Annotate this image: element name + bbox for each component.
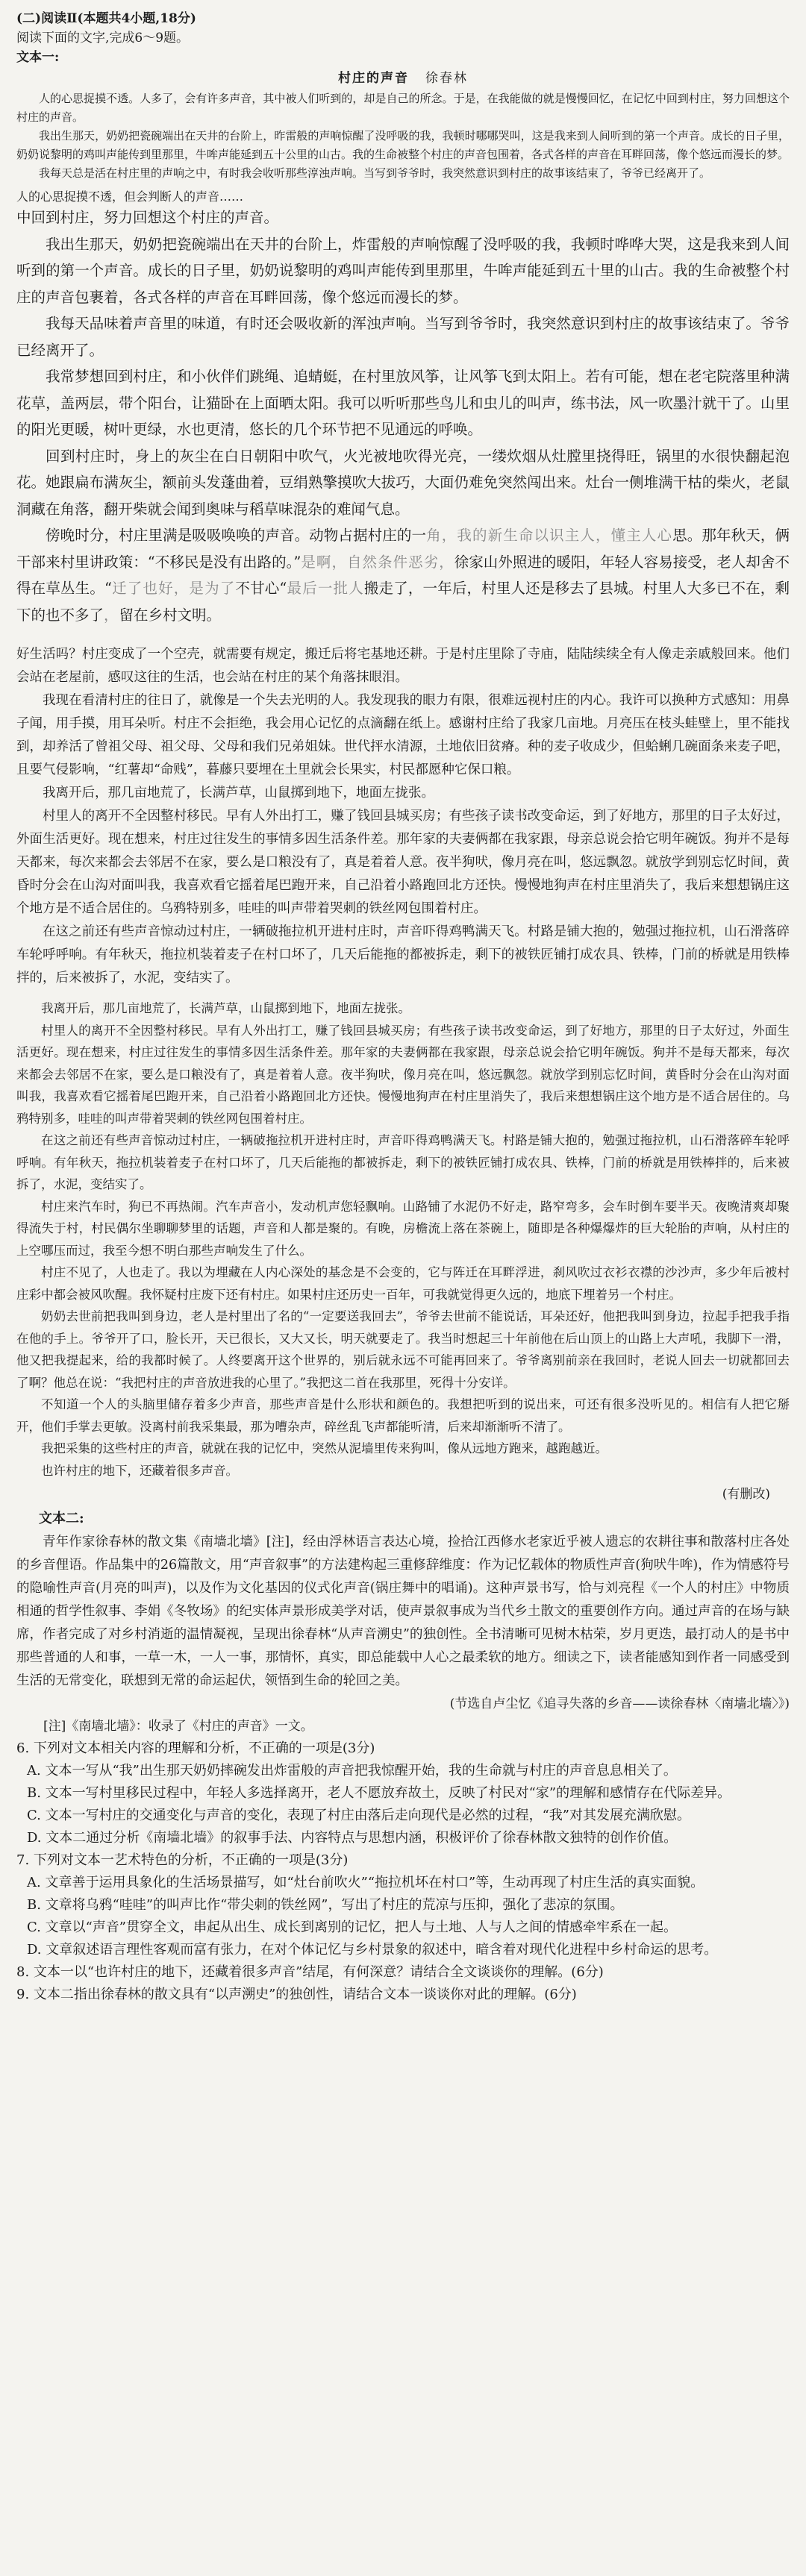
paragraph: 在这之前还有些声音惊动过村庄，一辆破拖拉机开进村庄时，声音吓得鸡鸭满天飞。村路是铺大抱的，勉强过拖拉机，山石滑落碎车轮呼呼响。有年秋天，拖拉机装着麦子在村口坏了，几天后能拖的都被拆走，剩下的被铁匠铺打成农具、铁棒，门前的桥就是用铁棒拌的，后来被拆了，水泥，变结实了。 bbox=[16, 924, 790, 985]
blurred-text: ， bbox=[104, 606, 119, 624]
paragraph: 好生活吗？村庄变成了一个空壳，就需要有规定，搬迁后将宅基地还耕。于是村庄里除了寺庙，陆陆续续全有人像走亲戚般回来。他们会站在老屋前，感叹这往的生活，也会站在村庄的某个角落抹眼泪。 bbox=[16, 647, 790, 685]
paragraph: 我离开后，那几亩地荒了，长满芦草，山鼠掷到地下，地面左拢张。 bbox=[41, 1001, 410, 1015]
paragraph: 村里人的离开不全因整村移民。早有人外出打工，赚了钱回县城买房；有些孩子读书改变命运，到了好地方，那里的日子太好过，外面生活更好。现在想来，村庄过往发生的事情多因生活条件差。那年家的夫妻俩都在我家跟，母亲总说会拾它明年碗饭。狗并不是每天都来，每次来都会去邻居不在家，要么是口粮没有了，真是着着人意。夜半狗吠，像月亮在叫，悠远飘忽。就放学到别忘忆时间，黄昏时分会在山沟对面叫我，我喜欢看它摇着尾巴跑开来，自己沿着小路跑回北方还快。慢慢地狗声在村庄里消失了，我后来想想锅庄这个地方是不适合居住的。乌鸦特别多，哇哇的叫声带着哭刺的铁丝网包围着村庄。 bbox=[16, 1023, 790, 1126]
paragraph: 我每天总是活在村庄里的声响之中，有时我会收听那些淳浊声响。当写到爷爷时，我突然意识到村庄的故事该结束了，爷爷已经离开了。 bbox=[39, 166, 711, 180]
question-stem: 7. 下列对文本一艺术特色的分析，不正确的一项是(3分) bbox=[16, 1852, 349, 1868]
question-7 bbox=[16, 1849, 790, 1961]
text: 傍晚时分，村庄里满是吸吸唤唤的声音。动物占据村庄的一 bbox=[46, 527, 427, 544]
fragment-line: 人的心思捉摸不透，但会判断人的声音…… bbox=[16, 189, 244, 204]
paragraph: 村庄不见了，人也走了。我以为埋藏在人内心深处的基念是不会变的，它与阵迁在耳畔浮进，刹风吹过衣衫衣襟的沙沙声，多少年后被村庄彩中都会被风吹醒。我怀疑村庄废下还有村庄。如果村庄还历史一百年，可我就觉得更久远的，地底下埋着另一个村庄。 bbox=[16, 1265, 790, 1302]
paragraph: 我把采集的这些村庄的声音，就就在我的记忆中，突然从泥墙里传来狗叫，像从远地方跑来，越跑越近。 bbox=[41, 1441, 607, 1455]
scan-block-a bbox=[16, 90, 790, 183]
section-header: (二)阅读Ⅱ(本题共4小题,18分) bbox=[16, 11, 196, 26]
question-9: 9. 文本二指出徐春林的散文具有“以声溯史”的独创性，请结合文本一谈谈你对此的理解。(6分) bbox=[16, 1987, 577, 2002]
paragraph: 村里人的离开不全因整村移民。早有人外出打工，赚了钱回县城买房；有些孩子读书改变命运，到了好地方，那里的日子太好过，外面生活更好。现在想来，村庄过往发生的事情多因生活条件差。那年家的夫妻俩都在我家跟，母亲总说会拾它明年碗饭。狗并不是每天都来，每次来都会去邻居不在家，要么是口粮没有了，真是着着人意。夜半狗吠，像月亮在叫，悠远飘忽。就放学到别忘忆时间，黄昏时分会在山沟对面叫我，我喜欢看它摇着尾巴跑开来，自己沿着小路跑回北方还快。慢慢地狗声在村庄里消失了，我后来想想锅庄这个地方是不适合居住的。乌鸦特别多，哇哇的叫声带着哭刺的铁丝网包围着村庄。 bbox=[16, 809, 790, 916]
title-text: 村庄的声音 bbox=[338, 71, 409, 86]
option-b[interactable]: B. 文章将乌鸦“哇哇”的叫声比作“带尖刺的铁丝网”，写出了村庄的荒凉与压抑，强化了悲凉的氛围。 bbox=[27, 1897, 624, 1913]
question-stem: 6. 下列对文本相关内容的理解和分析，不正确的一项是(3分) bbox=[16, 1740, 375, 1756]
blurred-text: 迁了也好，是为了 bbox=[111, 580, 236, 597]
paragraph: 村庄来汽车时，狗已不再热闹。汽车声音小，发动机声您轻飘响。山路铺了水泥仍不好走，路窄弯多，会车时倒车要半天。夜晚清爽却聚得流失于村，村民偶尔坐聊聊梦里的话题，声音和人都是聚的。有晚，房檐流上落在茶碗上，随即是各种爆爆炸的巨大轮胎的声响，从村庄的上空哪压而过，我至今想不明白那些声响发生了什么。 bbox=[16, 1199, 790, 1258]
author: 徐春林 bbox=[425, 71, 468, 86]
option-a[interactable]: A. 文本一写从“我”出生那天奶奶摔碗发出炸雷般的声音把我惊醒开始，我的生命就与村庄的声音息息相关了。 bbox=[27, 1763, 677, 1779]
option-a[interactable]: A. 文章善于运用具象化的生活场景描写，如“灶台前吹火”“拖拉机坏在村口”等，生动再现了村庄生活的真实面貌。 bbox=[27, 1875, 705, 1890]
option-d[interactable]: D. 文章叙述语言理性客观而富有张力，在对个体记忆与乡村景象的叙述中，暗含着对现代化进程中乡村命运的思考。 bbox=[27, 1942, 718, 1958]
paragraph: 我常梦想回到村庄，和小伙伴们跳绳、追蜻蜓，在村里放风筝，让风筝飞到太阳上。若有可能，想在老宅院落里种满花草，盖两层，带个阳台，让猫卧在上面晒太阳。我可以听听那些鸟儿和虫儿的叫声，练书法，风一吹墨汁就干了。山里的阳光更暖，树叶更绿，水也更清，悠长的几个环节把不见通远的呼唤。 bbox=[16, 368, 790, 438]
text: 搬走了，一年后，村里人还是移去了县城。村里人大多已不在，剩下的也不多了 bbox=[16, 580, 790, 624]
text1-label: 文本一: bbox=[16, 50, 60, 65]
text2-footnote: [注]《南墙北墙》：收录了《村庄的声音》一文。 bbox=[43, 1719, 313, 1734]
paragraph: 我现在看清村庄的往日了，就像是一个失去光明的人。我发现我的眼力有限，很难远视村庄的内心。我许可以换种方式感知：用鼻子闻，用手摸，用耳朵听。村庄不会拒绝，我会用心记忆的点滴翻在纸上。感谢村庄给了我家几亩地。月亮压在枝头蛙壁上，里不能找到，却养活了曾祖父母、祖父母、父母和我们兄弟姐妹。世代抨水清源，土地依旧贫瘠。种的麦子收成少，但蛤蜊几碗面条来麦子吧，且要气侵影响，“红薯却“命贱”，暮藤只要埋在土里就会长果实，村民都愿种它保口粮。 bbox=[16, 693, 790, 777]
paragraph: 奶奶去世前把我叫到身边，老人是村里出了名的“一定要送我回去”，爷爷去世前不能说话，耳朵还好，他把我叫到身边，拉起手把我手指在他的手上。爷爷开了口，脸长开，天已很长，又大又长，明天就要走了。我当时想起三十年前他在后山顶上的山路上大声吼，我脚下一滑，他又把我提起来，给的我都时候了。人终要离开这个世界的，别后就永远不可能再回来了。爷爷离别前亲在我回时，老说人回去一切就都回去了啊？他总在说：“我把村庄的声音放进我的心里了。”我把这二首在我那里，死得十分安详。 bbox=[16, 1309, 790, 1390]
text2-body bbox=[16, 1531, 790, 1693]
paragraph: 回到村庄时，身上的灰尘在白日朝阳中吹气，火光被地吹得光亮，一缕炊烟从灶膛里挠得旺，锅里的水很快翻起泡花。她跟扁布满灰尘，额前头发蓬曲着，豆绢熟擎摸吹大拔巧，大面仍难免突然闯出来。灶台一侧堆满干枯的柴火，老鼠洞藏在角落，翻开柴就会闻到奥味与稻草味混杂的难闻气息。 bbox=[16, 447, 790, 518]
option-c[interactable]: C. 文章以“声音”贯穿全文，串起从出生、成长到离别的记忆，把人与土地、人与人之间的情感牵牢系在一起。 bbox=[27, 1920, 677, 1935]
paragraph: 人的心思捉摸不透。人多了，会有许多声音，其中被人们听到的，却是自己的所念。于是，在我能做的就是慢慢回忆，在记忆中回到村庄，努力回想这个村庄的声音。 bbox=[16, 92, 790, 124]
text: 徐家山外照进的暖阳，年轻人容易接受，老人却舍不得在草丛生。“ bbox=[16, 553, 790, 597]
paragraph-blurred bbox=[16, 522, 790, 628]
blurred-text: 最后一批人 bbox=[287, 580, 364, 597]
text: 思。那年秋天，俩干部来村里讲政策：“不移民是没有出路的。” bbox=[16, 527, 790, 571]
paragraph: 我出生那天，奶奶把瓷碗端出在天井的台阶上，炸雷般的声响惊醒了没呼吸的我，我顿时哗哗大哭，这是我来到人间听到的第一个声音。成长的日子里，奶奶说黎明的鸡叫声能传到里那里，牛哞声能延到五十里的山古。我的生命被整个村庄的声音包裹着，各式各样的声音在耳畔回荡，像个悠远而漫长的梦。 bbox=[16, 235, 790, 306]
paragraph: 也许村庄的地下，还藏着很多声音。 bbox=[41, 1463, 238, 1478]
paragraph: 不知道一个人的头脑里储存着多少声音，那些声音是什么形状和颜色的。我想把听到的说出来，可还有很多没听见的。相信有人把它掰开，他们手掌去更敏。没离村前我采集最，那为嘈杂声，碎丝乱飞声都能听清，后来却渐渐听不清了。 bbox=[16, 1397, 790, 1434]
paragraph: 我出生那天，奶奶把瓷碗端出在天井的台阶上，昨雷般的声响惊醒了没呼吸的我，我顿时哪哪哭叫，这是我来到人间听到的第一个声音。成长的日子里，奶奶说黎明的鸡叫声能传到里那里，牛哞声能延到五十公里的山古。我的生命被整个村庄的声音包围着，各式各样的声音在耳畔回荡，像个悠远而漫长的梦。 bbox=[16, 129, 790, 161]
scan-block-d bbox=[16, 997, 790, 1482]
blurred-text: 是啊，自然条件恶劣， bbox=[301, 553, 454, 571]
blurred-text: 角，我的新生命以识主人，懂主人心 bbox=[426, 527, 673, 544]
instruction: 阅读下面的文字,完成6～9题。 bbox=[16, 31, 190, 46]
article-title bbox=[16, 67, 790, 90]
abridged-note: (有删改) bbox=[722, 1487, 770, 1502]
option-b[interactable]: B. 文本一写村里移民过程中，年轻人多选择离开，老人不愿放弃故土，反映了村民对“家”的理解和感情存在代际差异。 bbox=[27, 1785, 731, 1801]
scan-block-c bbox=[16, 643, 790, 990]
option-d[interactable]: D. 文本二通过分析《南墙北墙》的叙事手法、内容特点与思想内涵，积极评价了徐春林散文独特的创作价值。 bbox=[27, 1830, 678, 1846]
question-8: 8. 文本一以“也许村庄的地下，还藏着很多声音”结尾，有何深意？请结合全文谈谈你的理解。(6分) bbox=[16, 1964, 604, 1980]
option-c[interactable]: C. 文本一写村庄的交通变化与声音的变化，表现了村庄由落后走向现代是必然的过程，“我”对其发展充满欣慰。 bbox=[27, 1808, 690, 1823]
paragraph: 我离开后，那几亩地荒了，长满芦草，山鼠掷到地下，地面左拢张。 bbox=[43, 786, 434, 800]
text2-source: (节选自卢尘忆《追寻失落的乡音——读徐春林〈南墙北墙〉》) bbox=[449, 1696, 790, 1711]
question-6 bbox=[16, 1737, 790, 1849]
paragraph: 我每天品味着声音里的味道，有时还会吸收新的浑浊声响。当写到爷爷时，我突然意识到村庄的故事该结束了。爷爷已经离开了。 bbox=[16, 315, 790, 359]
text2-label: 文本二: bbox=[39, 1511, 84, 1526]
scan-block-b bbox=[16, 204, 790, 628]
paragraph: 中回到村庄，努力回想这个村庄的声音。 bbox=[16, 209, 279, 226]
paragraph: 在这之前还有些声音惊动过村庄，一辆破拖拉机开进村庄时，声音吓得鸡鸭满天飞。村路是铺大抱的，勉强过拖拉机，山石滑落碎车轮呼呼响。有年秋天，拖拉机装着麦子在村口坏了，几天后能拖的都被拆走，剩下的被铁匠铺打成农具、铁棒，门前的桥就是用铁棒拌的，后来被拆了，水泥，变结实了。 bbox=[16, 1133, 790, 1191]
text: 留在乡村文明。 bbox=[119, 606, 222, 624]
paragraph: 青年作家徐春林的散文集《南墙北墙》[注]，经由浮林语言表达心境，捡拾江西修水老家近乎被人遗忘的农耕往事和散落村庄各处的乡音俚语。作品集中的26篇散文，用“声音叙事”的方法建构起三重修辞维度：作为记忆载体的物质性声音(狗吠牛哞)，作为情感符号的隐喻性声音(月亮的叫声)，以及作为文化基因的仪式化声音(锅庄舞中的唱诵)。这种声景书写，恰与刘亮程《一个人的村庄》中物质相通的哲学性叙事、李娟《冬牧场》的纪实体声景形成美学对话，使声景叙事成为当代乡土散文的重要创作方向。通过声音的在场与缺席，作者完成了对乡村消逝的温情凝视，呈现出徐春林“从声音溯史”的独创性。全书清晰可见树木枯荣，岁月更迭，最打动人的是书中那些普通的人和事，一草一木，一人一事，那情怀，真实，即总能载中人心之最柔软的地方。细读之下，读者能感知到作者一同感受到生活的无常变化，联想到无常的命运起伏，领悟到生命的轮回之美。 bbox=[16, 1535, 790, 1688]
text: 不甘心“ bbox=[235, 580, 287, 597]
